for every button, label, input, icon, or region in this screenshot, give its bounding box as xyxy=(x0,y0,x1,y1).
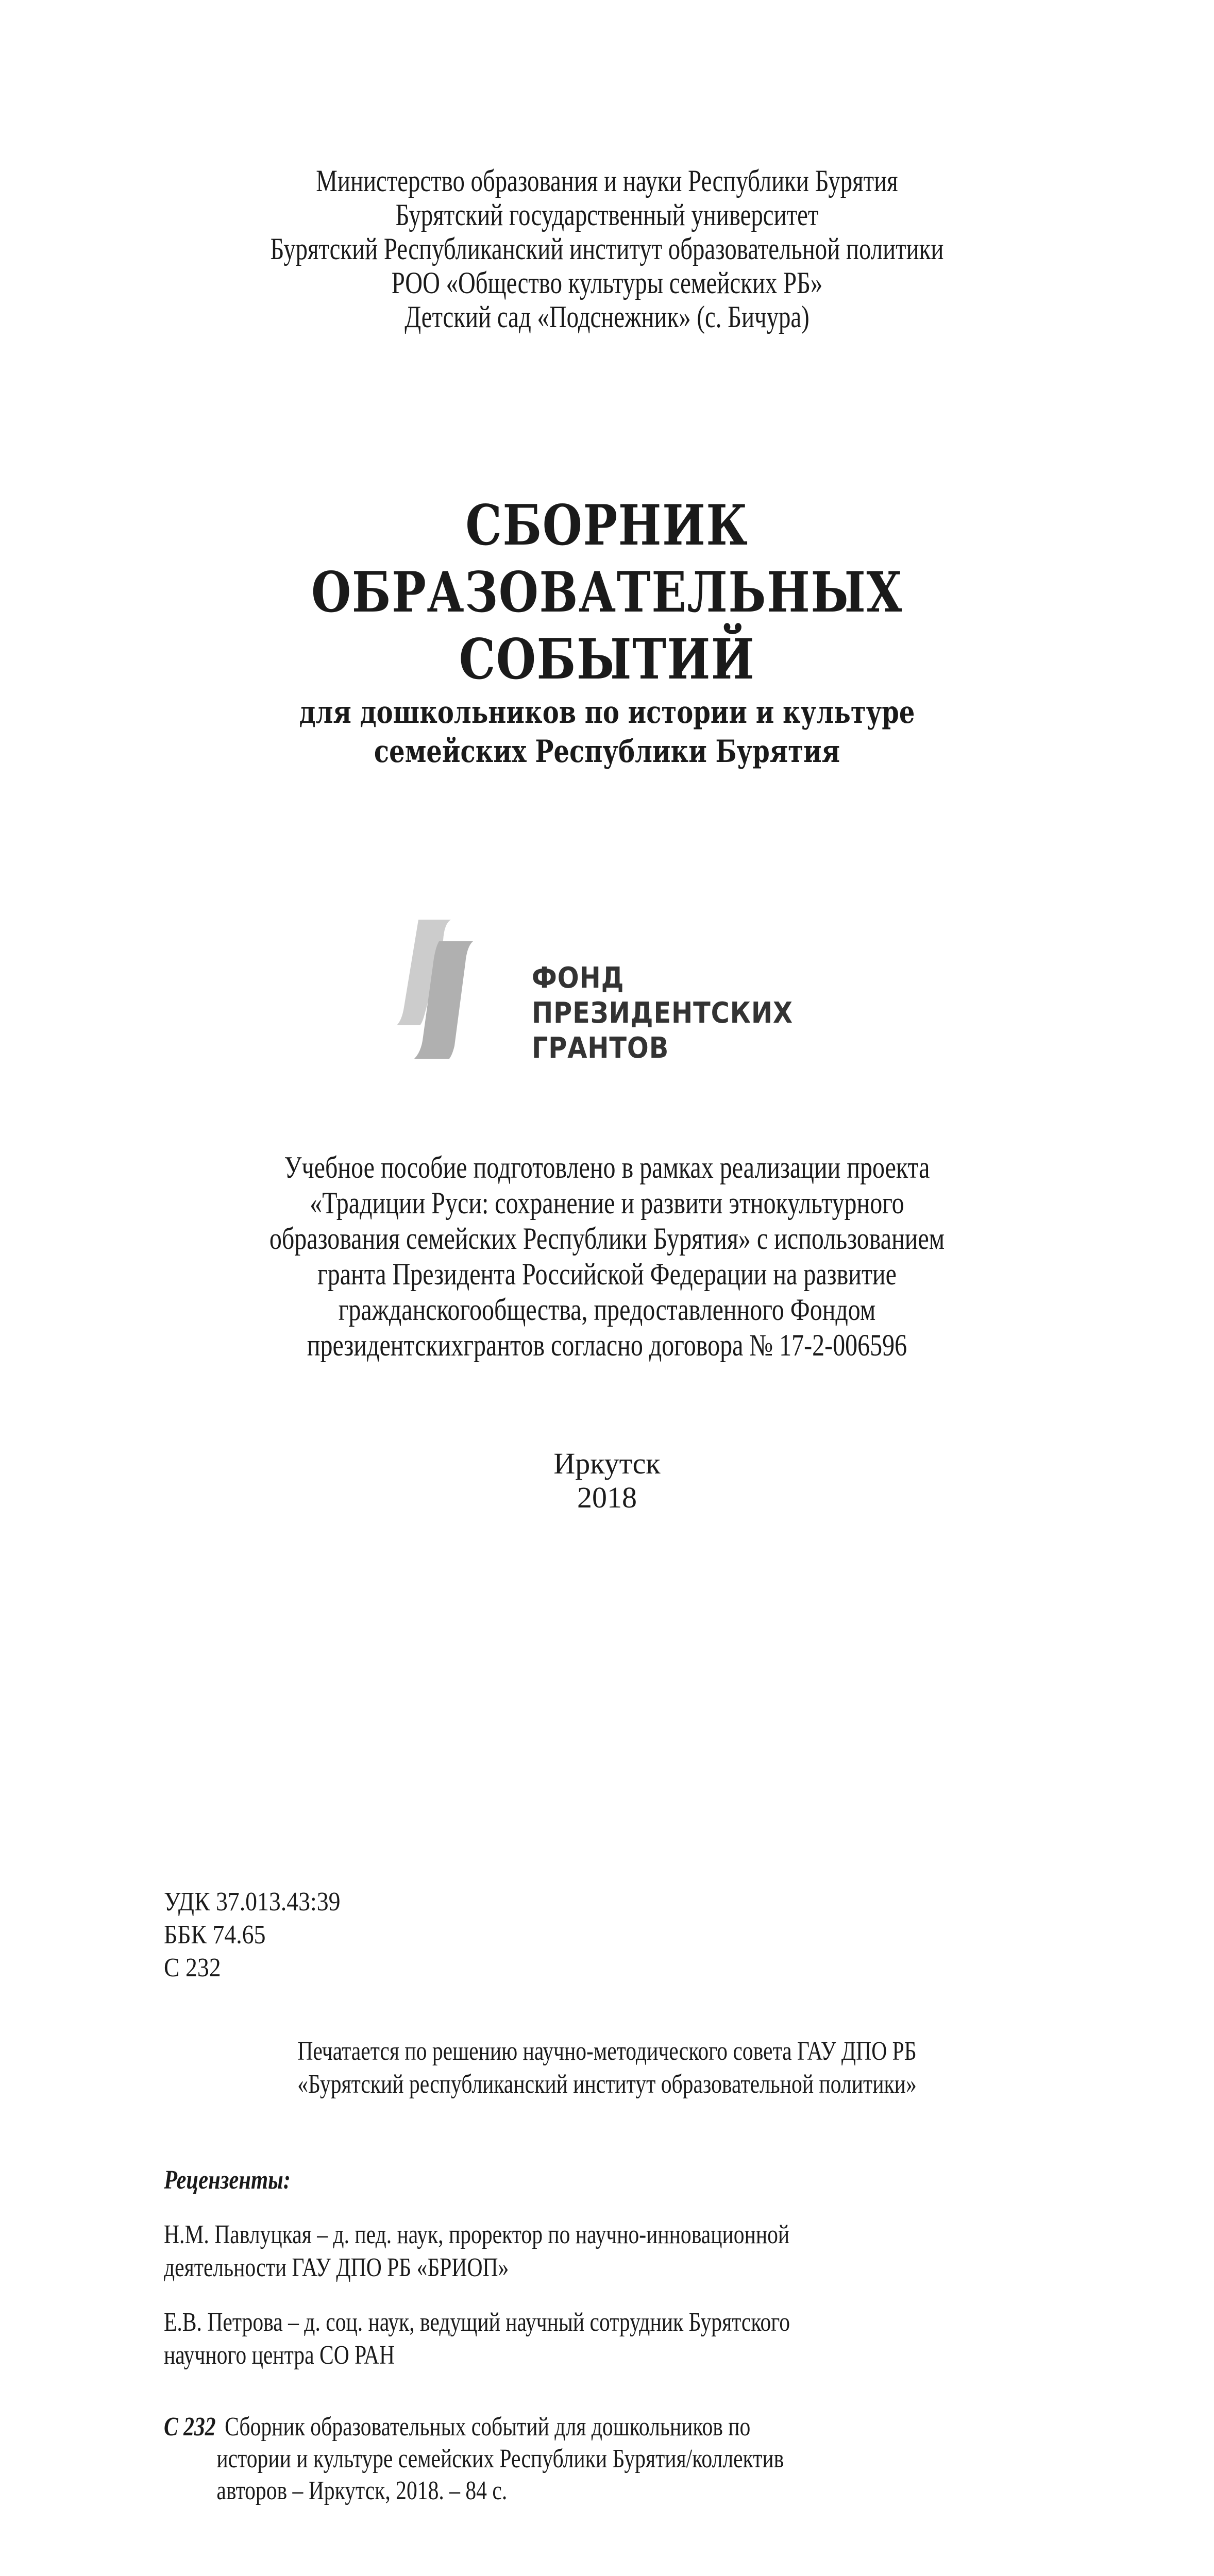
institution-line: Бурятский государственный университет xyxy=(395,198,819,232)
reviewer-item xyxy=(164,2306,1091,2372)
title-line: СОБЫТИЙ xyxy=(459,627,755,692)
udk-code: УДК 37.013.43:39 xyxy=(164,1887,341,1917)
reviewer-item xyxy=(164,2218,1091,2284)
presidential-grants-fund-logo-icon xyxy=(397,920,531,1069)
author-mark: С 232 xyxy=(164,1953,221,1982)
imprint-city: Иркутск xyxy=(553,1447,661,1480)
grant-note-line: гранта Президента Российской Федерации на развитие xyxy=(317,1257,897,1291)
logo-text xyxy=(532,961,829,1066)
grant-note-line: «Традиции Руси: сохранение и развити этнокультурного xyxy=(310,1186,904,1220)
institution-line: Детский сад «Подснежник» (с. Бичура) xyxy=(404,300,810,334)
institution-line: РОО «Общество культуры семейских РБ» xyxy=(391,266,823,300)
institutions-header xyxy=(0,164,1214,334)
catalog-entry-line xyxy=(164,2411,906,2443)
print-decision-line: Печатается по решению научно-методического совета ГАУ ДПО РБ xyxy=(297,2037,917,2066)
catalog-entry xyxy=(164,2411,1091,2507)
book-title xyxy=(0,492,1214,771)
subtitle-line: семейских Республики Бурятия xyxy=(374,734,840,770)
grant-note-line: президентскихгрантов согласно договора № 17-2-006596 xyxy=(307,1328,907,1362)
imprint-year: 2018 xyxy=(577,1481,637,1514)
print-decision xyxy=(0,2035,1214,2101)
reviewer-line: научного центра СО РАН xyxy=(164,2341,395,2370)
print-decision-line: «Бурятский республиканский институт образовательной политики» xyxy=(297,2070,917,2099)
bbk-code: ББК 74.65 xyxy=(164,1920,266,1950)
grant-note-line: образования семейских Республики Бурятия» с использованием xyxy=(269,1222,945,1256)
catalog-entry-text: Сборник образовательных событий для дошкольников по xyxy=(225,2412,751,2442)
logo-text-line: ПРЕЗИДЕНТСКИХ xyxy=(532,996,793,1030)
presidential-grants-fund-logo xyxy=(397,920,819,1069)
imprint xyxy=(0,1447,1214,1515)
title-line: ОБРАЗОВАТЕЛЬНЫХ xyxy=(311,560,903,625)
institution-line: Министерство образования и науки Республики Бурятия xyxy=(316,164,898,198)
grant-note-line: гражданскогообщества, предоставленного Фондом xyxy=(338,1293,876,1327)
logo-text-line: ФОНД xyxy=(532,961,625,995)
reviewers xyxy=(164,2164,1091,2372)
reviewers-heading: Рецензенты: xyxy=(164,2165,291,2195)
grant-note xyxy=(0,1150,1214,1363)
reviewer-line: Н.М. Павлуцкая – д. пед. наук, проректор по научно-инновационной xyxy=(164,2220,790,2249)
catalog-code: С 232 xyxy=(164,2412,216,2442)
institution-line: Бурятский Республиканский институт образовательной политики xyxy=(270,232,944,266)
catalog-entry-line: истории и культуре семейских Республики Бурятия/коллектив xyxy=(216,2444,784,2473)
catalog-entry-line: авторов – Иркутск, 2018. – 84 с. xyxy=(216,2476,508,2505)
logo-text-line: ГРАНТОВ xyxy=(532,1031,669,1065)
reviewer-line: Е.В. Петрова – д. соц. наук, ведущий научный сотрудник Бурятского xyxy=(164,2308,790,2337)
subtitle-line: для дошкольников по истории и культуре xyxy=(299,694,915,731)
grant-note-line: Учебное пособие подготовлено в рамках реализации проекта xyxy=(284,1150,930,1184)
reviewer-line: деятельности ГАУ ДПО РБ «БРИОП» xyxy=(164,2253,509,2282)
classification-left xyxy=(164,1886,364,1985)
title-line: СБОРНИК xyxy=(465,493,749,558)
